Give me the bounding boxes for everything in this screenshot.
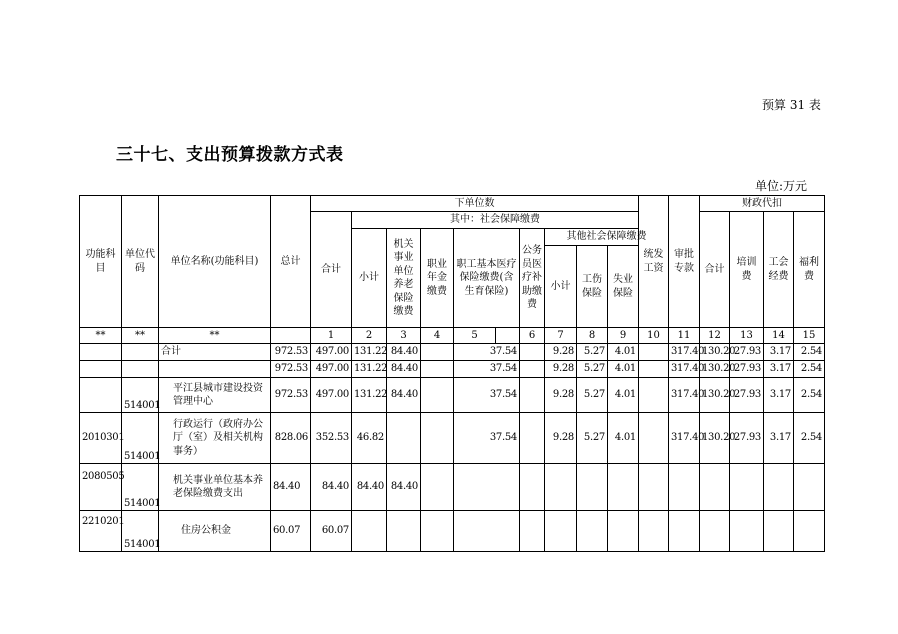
value-cell: 2.54	[794, 413, 825, 464]
value-cell	[639, 464, 669, 511]
index-cell: 2	[352, 328, 387, 344]
value-cell: 130.20	[700, 378, 730, 413]
header-name: 单位名称(功能科目)	[159, 196, 271, 328]
value-cell: 317.40	[669, 378, 700, 413]
index-cell: 3	[387, 328, 421, 344]
budget-table	[79, 195, 825, 552]
value-cell: 2.54	[794, 378, 825, 413]
index-cell: 12	[700, 328, 730, 344]
value-cell: 5.27	[577, 378, 608, 413]
value-cell	[639, 378, 669, 413]
name-cell: 平江县城市建设投资管理中心	[159, 378, 271, 413]
value-cell	[700, 464, 730, 511]
table-row	[80, 464, 825, 511]
header-of-which: 其中：社会保障缴费	[352, 212, 639, 229]
value-cell	[577, 511, 608, 552]
value-cell	[421, 413, 454, 464]
value-cell: 27.93	[730, 413, 764, 464]
header-injury: 工伤保险	[577, 246, 608, 328]
value-cell: 2.54	[794, 361, 825, 378]
name-cell: 住房公积金	[159, 511, 271, 552]
unit-code-cell: 514001	[122, 464, 159, 511]
value-cell: 130.20	[700, 344, 730, 361]
value-cell: 2.54	[794, 344, 825, 361]
header-special: 审批专款	[669, 196, 700, 328]
value-cell	[764, 511, 794, 552]
header-other-ss: 其他社会保障缴费	[545, 229, 669, 246]
value-cell	[669, 464, 700, 511]
header-training: 培训费	[730, 212, 764, 328]
header-func: 功能科目	[80, 196, 122, 328]
header-pension: 机关事业单位养老保险缴费	[387, 229, 421, 328]
name-cell: 机关事业单位基本养老保险缴费支出	[159, 464, 271, 511]
unit-code-cell: 514001	[122, 511, 159, 552]
value-cell: 5.27	[577, 361, 608, 378]
value-cell	[520, 413, 545, 464]
index-cell: 5	[454, 328, 496, 344]
index-cell: 6	[520, 328, 545, 344]
value-cell: 4.01	[608, 413, 639, 464]
value-cell: 9.28	[545, 413, 577, 464]
value-cell: 317.40	[669, 361, 700, 378]
value-cell: 3.17	[764, 344, 794, 361]
table-row	[80, 344, 825, 361]
value-cell	[608, 464, 639, 511]
value-cell: 46.82	[352, 413, 387, 464]
header-subtotal-all: 合计	[311, 212, 352, 328]
value-cell: 5.27	[577, 413, 608, 464]
value-cell	[639, 361, 669, 378]
table-row	[80, 511, 825, 552]
value-cell	[421, 464, 454, 511]
index-cell: 15	[794, 328, 825, 344]
value-cell: 5.27	[577, 344, 608, 361]
value-cell: 37.54	[454, 361, 520, 378]
value-cell: 317.40	[669, 413, 700, 464]
value-cell: 84.40	[271, 464, 311, 511]
header-fd-total: 合计	[700, 212, 730, 328]
value-cell: 317.40	[669, 344, 700, 361]
value-cell	[520, 511, 545, 552]
value-cell	[520, 464, 545, 511]
value-cell: 84.40	[387, 361, 421, 378]
value-cell: 37.54	[454, 378, 520, 413]
value-cell	[421, 511, 454, 552]
value-cell	[577, 464, 608, 511]
value-cell: 37.54	[454, 413, 520, 464]
index-cell: 9	[608, 328, 639, 344]
header-subtotal: 小计	[352, 229, 387, 328]
value-cell	[352, 511, 387, 552]
index-cell: 10	[639, 328, 669, 344]
value-cell	[669, 511, 700, 552]
value-cell	[520, 361, 545, 378]
index-cell: 1	[311, 328, 352, 344]
value-cell: 84.40	[352, 464, 387, 511]
index-cell	[496, 328, 520, 344]
header-other-subtotal: 小计	[545, 246, 577, 328]
value-cell	[639, 344, 669, 361]
value-cell: 130.20	[700, 413, 730, 464]
value-cell	[454, 511, 520, 552]
value-cell: 60.07	[271, 511, 311, 552]
func-code-cell: 2010301	[80, 413, 122, 464]
value-cell	[454, 464, 520, 511]
index-cell	[271, 328, 311, 344]
index-cell: **	[80, 328, 122, 344]
header-finance-deduct: 财政代扣	[700, 196, 825, 212]
page-title: 三十七、支出预算拨款方式表	[116, 145, 344, 165]
index-cell: 13	[730, 328, 764, 344]
value-cell	[764, 464, 794, 511]
value-cell: 84.40	[311, 464, 352, 511]
unit-label: 单位:万元	[755, 179, 808, 193]
value-cell: 352.53	[311, 413, 352, 464]
value-cell: 9.28	[545, 378, 577, 413]
index-cell: **	[159, 328, 271, 344]
header-civil-medical: 公务员医疗补助缴费	[520, 229, 545, 328]
value-cell: 84.40	[387, 464, 421, 511]
index-row	[80, 328, 825, 344]
name-cell	[159, 361, 271, 378]
value-cell: 37.54	[454, 344, 520, 361]
name-cell: 行政运行（政府办公厅（室）及相关机构事务）	[159, 413, 271, 464]
value-cell	[700, 511, 730, 552]
value-cell: 972.53	[271, 344, 311, 361]
header-annuity: 职业年金缴费	[421, 229, 454, 328]
value-cell: 4.01	[608, 378, 639, 413]
value-cell: 27.93	[730, 378, 764, 413]
index-cell: 8	[577, 328, 608, 344]
index-cell: 4	[421, 328, 454, 344]
value-cell	[421, 361, 454, 378]
index-cell: 14	[764, 328, 794, 344]
unit-code-cell: 514001	[122, 413, 159, 464]
value-cell: 4.01	[608, 344, 639, 361]
value-cell	[545, 464, 577, 511]
value-cell: 131.22	[352, 361, 387, 378]
value-cell	[421, 378, 454, 413]
value-cell	[639, 511, 669, 552]
header-wages: 统发工资	[639, 196, 669, 328]
value-cell	[387, 413, 421, 464]
header-lower: 下单位数	[311, 196, 639, 212]
value-cell	[421, 344, 454, 361]
value-cell: 84.40	[387, 378, 421, 413]
header-total: 总计	[271, 196, 311, 328]
value-cell	[545, 511, 577, 552]
value-cell	[639, 413, 669, 464]
table-row	[80, 378, 825, 413]
func-code-cell: 2210201	[80, 511, 122, 552]
value-cell: 497.00	[311, 378, 352, 413]
value-cell: 131.22	[352, 344, 387, 361]
header-unit-code: 单位代码	[122, 196, 159, 328]
index-cell: **	[122, 328, 159, 344]
value-cell: 497.00	[311, 344, 352, 361]
header-unemployment: 失业保险	[608, 246, 639, 328]
value-cell: 131.22	[352, 378, 387, 413]
table-number: 预算 31 表	[762, 98, 821, 112]
value-cell: 4.01	[608, 361, 639, 378]
value-cell: 828.06	[271, 413, 311, 464]
value-cell	[794, 464, 825, 511]
table-row	[80, 413, 825, 464]
value-cell: 3.17	[764, 361, 794, 378]
value-cell: 130.20	[700, 361, 730, 378]
value-cell	[730, 511, 764, 552]
value-cell	[520, 378, 545, 413]
table-header	[80, 196, 825, 344]
value-cell	[387, 511, 421, 552]
value-cell: 27.93	[730, 361, 764, 378]
func-code-cell	[80, 361, 122, 378]
value-cell	[794, 511, 825, 552]
index-cell: 7	[545, 328, 577, 344]
header-medical: 职工基本医疗保险缴费(含生育保险)	[454, 229, 520, 328]
value-cell: 3.17	[764, 378, 794, 413]
value-cell: 972.53	[271, 378, 311, 413]
value-cell: 3.17	[764, 413, 794, 464]
header-welfare: 福利费	[794, 212, 825, 328]
func-code-cell	[80, 344, 122, 361]
index-cell: 11	[669, 328, 700, 344]
value-cell: 60.07	[311, 511, 352, 552]
func-code-cell: 2080505	[80, 464, 122, 511]
value-cell: 9.28	[545, 344, 577, 361]
unit-code-cell: 514001	[122, 378, 159, 413]
unit-code-cell	[122, 344, 159, 361]
value-cell: 9.28	[545, 361, 577, 378]
table-row	[80, 361, 825, 378]
name-cell: 合计	[159, 344, 271, 361]
value-cell	[730, 464, 764, 511]
func-code-cell	[80, 378, 122, 413]
value-cell	[608, 511, 639, 552]
value-cell: 972.53	[271, 361, 311, 378]
unit-code-cell	[122, 361, 159, 378]
value-cell	[520, 344, 545, 361]
header-union: 工会经费	[764, 212, 794, 328]
value-cell: 497.00	[311, 361, 352, 378]
value-cell: 27.93	[730, 344, 764, 361]
value-cell: 84.40	[387, 344, 421, 361]
